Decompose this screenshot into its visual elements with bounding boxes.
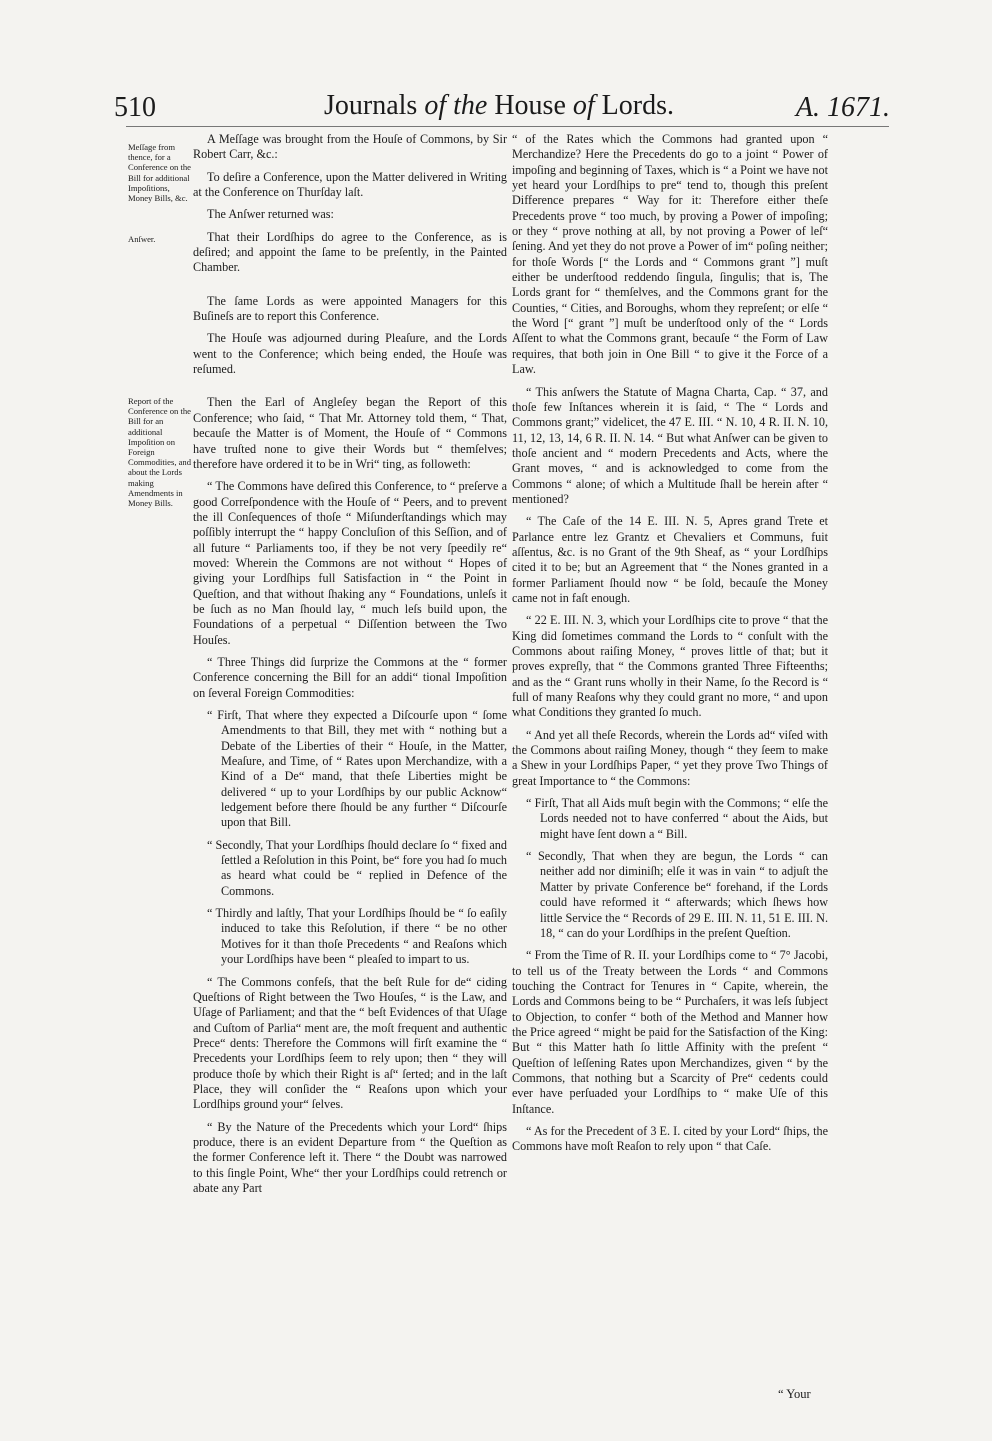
paragraph: The Anſwer returned was: bbox=[207, 207, 334, 222]
paragraph: “ Firſt, That where they expected a Diſcourſe upon “ ſome Amendments to that Bill, they met with “ nothing but a Debate of the Liberties of their “ Houſe, in the Matter, Meaſure, and Time, of “ Rates upon Merchandize, with a Kind of a De“ mand, that theſe Liberties might be delivered “ up to your Lordſhips by our public Acknow“ ledgement before there ſhould be any further “ Diſcourſe upon that Bill. bbox=[207, 708, 507, 830]
catchword: “ Your bbox=[778, 1387, 811, 1401]
title-of-the: of the bbox=[424, 90, 488, 121]
paragraph: “ Secondly, That when they are begun, the Lords “ can neither add nor diminiſh; elſe it was in vain “ to adjuſt the Matter by private Conference be“ forehand, if the Lords could have reformed it “ afterwards; which ſhews how little Service the “ Records of 29 E. III. N. 11, 51 E. III. N. 18, “ can do your Lordſhips in the preſent Queſtion. bbox=[526, 849, 828, 940]
left-column bbox=[193, 132, 507, 1203]
paragraph: The Houſe was adjourned during Pleaſure, and the Lords went to the Conference; which being ended, the Houſe was reſumed. bbox=[193, 331, 507, 377]
paragraph: “ Firſt, That all Aids muſt begin with the Commons; “ elſe the Lords needed not to have conferred “ about the Aids, but might have ſent down a “ Bill. bbox=[526, 796, 828, 841]
paragraph: To deſire a Conference, upon the Matter delivered in Writing at the Conference on Thurſday laſt. bbox=[193, 169, 507, 200]
paragraph: “ And yet all theſe Records, wherein the Lords ad“ viſed with the Commons about raiſing Money, though “ they ſeem to make a Shew in your Lordſhips Paper, “ yet they prove Two Things of great Importance to “ the Commons: bbox=[512, 727, 828, 788]
paragraph: The ſame Lords as were appointed Managers for this Buſineſs are to report this Conference. bbox=[193, 293, 507, 324]
paragraph: “ Secondly, That your Lordſhips ſhould declare ſo “ fixed and ſettled a Reſolution in this Point, be“ fore you had ſo much as heard what could be “ replied in Defence of the Commons. bbox=[207, 837, 507, 898]
paragraph: That their Lordſhips do agree to the Conference, as is deſired; and appoint the ſame to be preſently, in the Painted Chamber. bbox=[193, 229, 507, 275]
margin-note-answer: Anſwer. bbox=[128, 234, 156, 244]
running-title bbox=[108, 90, 890, 122]
title-part-journals: Journals bbox=[324, 90, 425, 121]
right-column bbox=[512, 132, 828, 1162]
paragraph: “ The Commons have deſired this Conference, to “ preſerve a good Correſpondence with the Houſe of “ Peers, and to prevent the ill Conſequences of thoſe “ Miſunderſtandings which may poſſibly interrupt the “ happy Concluſion of this Seſſion, and of all future “ Parliaments too, if they be not very ſpeedily re“ moved: Wherein the Commons are not without “ Hopes of giving your Lordſhips full Satisfaction in “ the Point in Queſtion, and that without ſhaking any “ Foundations, unleſs it be ſuch as no Man ſhould lay, “ much leſs build upon, the Foundations of a perpetual “ Diſſention between the Two Houſes. bbox=[193, 479, 507, 647]
paragraph: “ This anſwers the Statute of Magna Charta, Cap. “ 37, and thoſe few Inſtances wherein it is ſaid, “ The “ Lords and Commons grant;” videlicet, the 47 E. III. “ N. 10, 4 R. II. N. 10, 11, 12, 13, 14, 6 R. II. N. 14. “ But what Anſwer can be given to thoſe ancient and “ modern Precedents and Acts, where the Grant moves, “ and is acknowledged to come from the Commons “ alone; of which a Multitude ſhall be herein after “ mentioned? bbox=[512, 384, 828, 506]
title-part-lords: Lords. bbox=[594, 90, 674, 121]
paragraph: Then the Earl of Angleſey began the Report of this Conference; who ſaid, “ That Mr. Attorney told them, “ That, becauſe the Matter is of Moment, the Houſe of “ Commons have truſted none to give their Words but “ themſelves; therefore have ordered it to be in Wri“ ting, as followeth: bbox=[193, 395, 507, 471]
paragraph: “ By the Nature of the Precedents which your Lord“ ſhips produce, there is an evident Departure from “ the Queſtion as the former Conference left it. There “ the Doubt was narrowed to this ſingle Point, Whe“ ther your Lordſhips could retrench or abate any Part bbox=[193, 1119, 507, 1195]
header-rule bbox=[126, 126, 889, 127]
spacer bbox=[193, 384, 507, 395]
paragraph: “ Three Things did ſurprize the Commons at the “ former Conference concerning the Bill for an addi“ tional Impoſition on ſeveral Foreign Commodities: bbox=[193, 654, 507, 700]
paragraph: “ The Caſe of the 14 E. III. N. 5, Apres grand Trete et Parlance entre lez Grantz et Chevaliers et Communs, fuit aſſentus, &c. is no Grant of the 9th Sheaf, as “ your Lordſhips cited it to be; but an Agreement that “ the Nones granted in a former Parliament ſhould now “ be ſold, becauſe the Money came not in faſt enough. bbox=[512, 514, 828, 605]
paragraph: “ The Commons confeſs, that the beſt Rule for de“ ciding Queſtions of Right between the Two Houſes, “ is the Law, and Uſage of Parliament; and that the “ beſt Evidences of that Uſage and Cuſtom of Parlia“ ment are, the moſt frequent and authentic Prece“ dents: Therefore the Commons will firſt examine the “ Precedents your Lordſhips ſeem to rely upon; then “ they will produce thoſe by which their Right is aſ“ ſerted; and in the laſt Place, they will conſider the “ Reaſons upon which your Lordſhips ground your“ ſelves. bbox=[193, 974, 507, 1112]
paragraph: “ Thirdly and laſtly, That your Lordſhips ſhould be “ ſo eaſily induced to take this Reſolution, if there “ be no other Motives for it than thoſe Precedents “ and Reaſons which your Lordſhips have been “ pleaſed to impart to us. bbox=[207, 906, 507, 967]
paragraph: “ From the Time of R. II. your Lordſhips come to “ 7° Jacobi, to tell us of the Treaty between the Lords “ and Commons touching the Contract for Tenures in “ Capite, wherein, the Lords and Commons being to be “ Purchaſers, it was leſs ſubject to Objection, to confer “ both of the Method and Manner how the Price agreed “ might be paid for the Satisfaction of the King: But “ this Matter hath ſo little Affinity with the preſent “ Queſtion of leſſening Rates upon Merchandizes, given “ by the Commons, that nothing but a Scarcity of Pre“ cedents could ever have perſuaded your Lordſhips to “ make Uſe of this Inſtance. bbox=[512, 948, 828, 1116]
paragraph: “ of the Rates which the Commons had granted upon “ Merchandize? Here the Precedents do go to a joint “ Power of impoſing and beginning of Taxes, which is “ a Point we have not yet heard your Lordſhips to pre“ tend to, though this preſent Difference prepares “ Way for it: Therefore either theſe Precedents prove “ too much, by proving a Power of impoſing; or they “ prove nothing at all, by not proving a Power of leſ“ ſening. And yet they do not prove a Power of im“ poſing neither; for thoſe Words [“ the Lords and “ Commons grant ”] muſt either be underſtood reddendo ſingula, ſingulis; that is, The Lords grant for “ themſelves, and the Commons grant for the Counties, “ Cities, and Boroughs, whom they repreſent; or elſe “ the Word [“ grant ”] muſt be underſtood only of the “ Lords Aſſent to what the Commons grant, becauſe “ the Form of Law requires, that both join in One Bill “ to give it the Force of a Law. bbox=[512, 132, 828, 377]
title-part-house: House bbox=[487, 90, 573, 121]
paragraph: A Meſſage was brought from the Houſe of Commons, by Sir Robert Carr, &c.: bbox=[193, 132, 507, 162]
paragraph: “ As for the Precedent of 3 E. I. cited by your Lord“ ſhips, the Commons have moſt Reaſon to rely upon “ that Caſe. bbox=[512, 1123, 828, 1154]
title-of: of bbox=[572, 90, 595, 121]
page-header bbox=[108, 86, 890, 126]
page-number: 510 bbox=[114, 92, 156, 123]
paragraph: “ 22 E. III. N. 3, which your Lordſhips cite to prove “ that the King did ſometimes command the Lords to “ conſult with the Commons about raiſing Money, “ proves little of that; but it proves expreſly, that “ the Commons granted Three Fifteenths; and as the “ Grant runs wholly in their Name, ſo the Record is “ full of many Reaſons why they could grant no more, “ and upon what Conditions they granted ſo much. bbox=[512, 613, 828, 720]
margin-note-message: Meſſage from thence, for a Conference on the Bill for additional Impoſitions, Money Bills, &c. bbox=[128, 142, 191, 204]
spacer bbox=[193, 283, 507, 294]
margin-note-report: Report of the Conference on the Bill for an additional Impoſition on Foreign Commodities, and about the Lords making Amendments in Money Bills. bbox=[128, 396, 192, 509]
year-label: A. 1671. bbox=[795, 92, 890, 123]
